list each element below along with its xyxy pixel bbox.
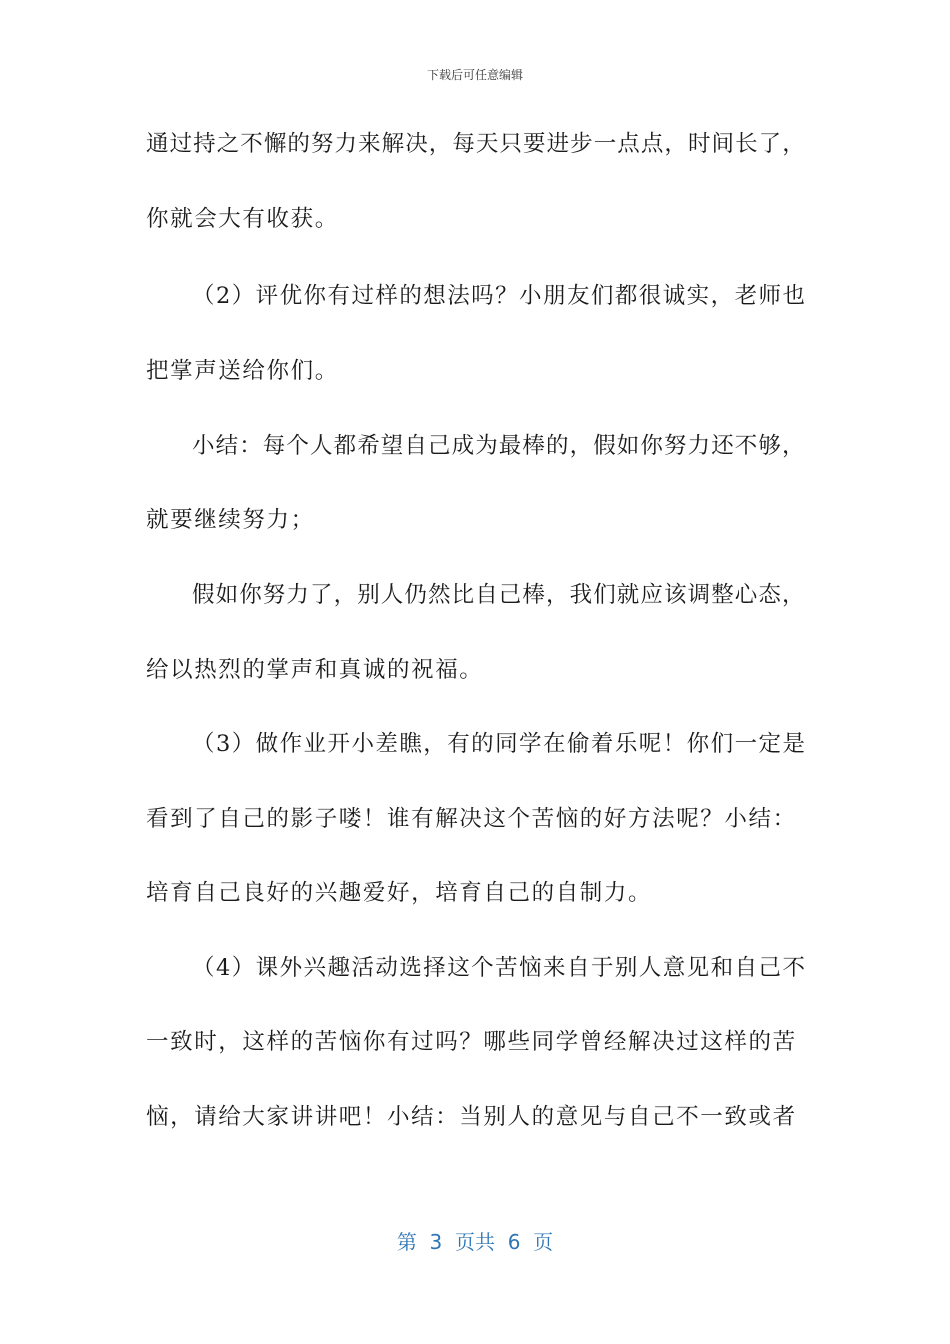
page-header: 下载后可任意编辑 (426, 68, 523, 82)
body-line-11: 培育自己良好的兴趣爱好，培育自己的自制力。 (146, 880, 653, 906)
body-line-9: （3）做作业开小差瞧，有的同学在偷着乐呢！你们一定是 (192, 731, 807, 757)
body-line-10: 看到了自己的影子喽！谁有解决这个苦恼的好方法呢？小结： (146, 806, 797, 832)
body-line-3: （2）评优你有过样的想法吗？小朋友们都很诚实，老师也 (192, 283, 807, 309)
body-line-13: 一致时，这样的苦恼你有过吗？哪些同学曾经解决过这样的苦 (146, 1029, 797, 1055)
body-line-8: 给以热烈的掌声和真诚的祝福。 (146, 657, 484, 683)
body-line-2: 你就会大有收获。 (146, 206, 339, 232)
body-line-14: 恼，请给大家讲讲吧！小结：当别人的意见与自己不一致或者 (146, 1104, 797, 1130)
body-line-5: 小结：每个人都希望自己成为最棒的，假如你努力还不够， (192, 433, 806, 459)
body-line-6: 就要继续努力； (146, 507, 315, 533)
page-number-footer: 第 3 页共 6 页 (396, 1230, 554, 1254)
body-line-12: （4）课外兴趣活动选择这个苦恼来自于别人意见和自己不 (192, 955, 807, 981)
body-line-1: 通过持之不懈的努力来解决，每天只要进步一点点，时间长了， (146, 131, 806, 157)
body-line-7: 假如你努力了，别人仍然比自己棒，我们就应该调整心态， (192, 582, 806, 608)
body-line-4: 把掌声送给你们。 (146, 358, 339, 384)
